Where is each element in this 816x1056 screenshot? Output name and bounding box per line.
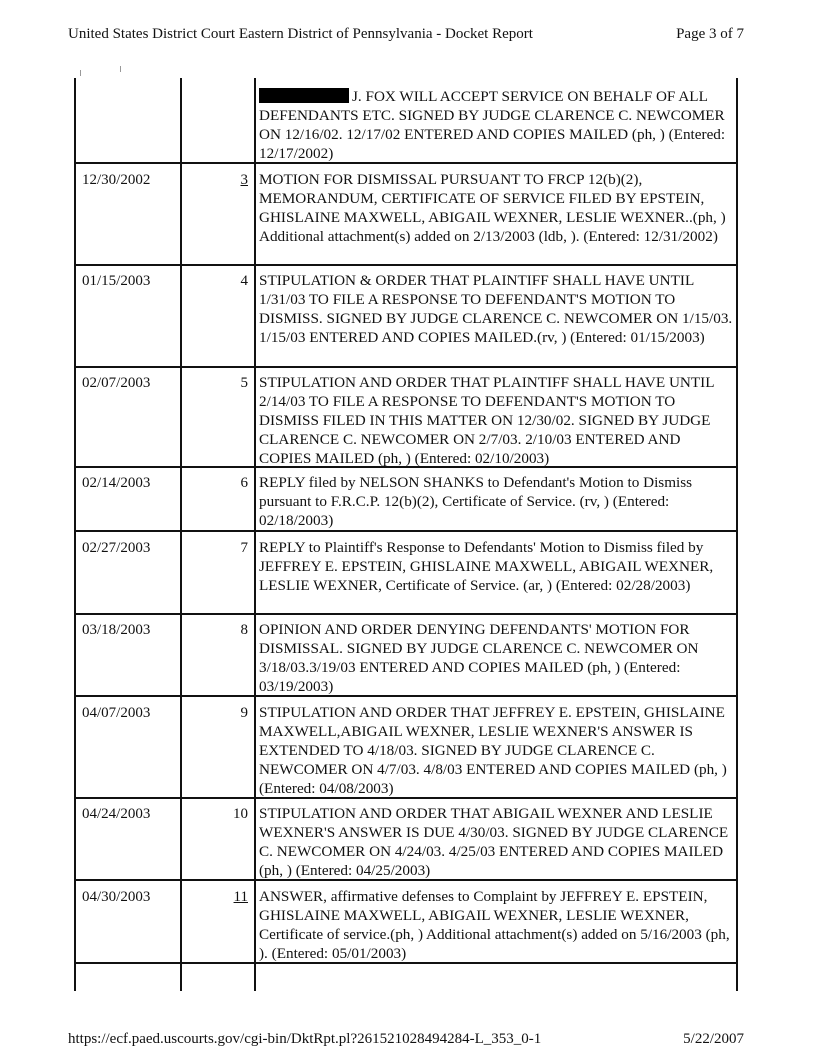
entry-date: 02/07/2003 <box>82 375 151 391</box>
column-divider-number <box>254 78 256 991</box>
entry-text: STIPULATION AND ORDER THAT JEFFREY E. EPSTEIN, GHISLAINE MAXWELL,ABIGAIL WEXNER, LESLIE WEXNER'S ANSWER IS EXTENDED TO 4/18/03. SIGNED BY JUDGE CLARENCE C. NEWCOMER ON 4/7/03. 4/8/03 ENTERED AND COPIES MAILED (ph, ) (Entered: 04/08/2003) <box>259 704 727 797</box>
page-number: Page 3 of 7 <box>676 26 744 42</box>
docket-url: https://ecf.paed.uscourts.gov/cgi-bin/DktRpt.pl?261521028494284-L_353_0-1 <box>68 1031 542 1047</box>
entry-date: 02/14/2003 <box>82 475 151 491</box>
scan-mark <box>80 70 81 76</box>
entry-date: 04/07/2003 <box>82 705 151 721</box>
entry-text: STIPULATION & ORDER THAT PLAINTIFF SHALL HAVE UNTIL 1/31/03 TO FILE A RESPONSE TO DEFENDANT'S MOTION TO DISMISS. SIGNED BY JUDGE CLARENCE C. NEWCOMER ON 1/15/03. 1/15/03 ENTERED AND COPIES MAILED.(rv, ) (Entered: 01/15/2003) <box>259 272 733 346</box>
entry-number: 4 <box>240 273 248 289</box>
entry-text: OPINION AND ORDER DENYING DEFENDANTS' MOTION FOR DISMISSAL. SIGNED BY JUDGE CLARENCE C. NEWCOMER ON 3/18/03.3/19/03 ENTERED AND COPIES MAILED (ph, ) (Entered: 03/19/2003) <box>259 621 699 695</box>
table-border-right <box>736 78 738 991</box>
entry-text: ANSWER, affirmative defenses to Complaint by JEFFREY E. EPSTEIN, GHISLAINE MAXWELL, ABIGAIL WEXNER, LESLIE WEXNER, Certificate of service.(ph, ) Additional attachment(s) added on 5/16/2003 (ph, ). (Entered: 05/01/2003) <box>259 888 730 962</box>
entry-text: MOTION FOR DISMISSAL PURSUANT TO FRCP 12(b)(2), MEMORANDUM, CERTIFICATE OF SERVICE FILED BY EPSTEIN, GHISLAINE MAXWELL, ABIGAIL WEXNER, LESLIE WEXNER..(ph, ) Additional attachment(s) added on 2/13/2003 (ldb, ). (Entered: 12/31/2002) <box>259 171 726 245</box>
entry-number: 6 <box>240 475 248 491</box>
entry-number: 7 <box>240 540 248 556</box>
entry-number: 10 <box>233 806 248 822</box>
row-divider <box>74 264 738 266</box>
entry-text: REPLY filed by NELSON SHANKS to Defendant's Motion to Dismiss pursuant to F.R.C.P. 12(b)(2), Certificate of Service. (rv, ) (Entered: 02/18/2003) <box>259 474 693 529</box>
row-divider <box>74 366 738 368</box>
entry-text: STIPULATION AND ORDER THAT ABIGAIL WEXNER AND LESLIE WEXNER'S ANSWER IS DUE 4/30/03. SIGNED BY JUDGE CLARENCE C. NEWCOMER ON 4/24/03. 4/25/03 ENTERED AND COPIES MAILED (ph, ) (Entered: 04/25/2003) <box>259 805 729 879</box>
continued-entry-text: J. FOX WILL ACCEPT SERVICE ON BEHALF OF ALL DEFENDANTS ETC. SIGNED BY JUDGE CLARENCE C. NEWCOMER ON 12/16/02. 12/17/02 ENTERED AND COPIES MAILED (ph, ) (Entered: 12/17/2002) <box>259 88 726 162</box>
scan-mark <box>120 66 121 72</box>
entry-date: 01/15/2003 <box>82 273 151 289</box>
entry-date: 04/30/2003 <box>82 889 151 905</box>
entry-text: REPLY to Plaintiff's Response to Defendants' Motion to Dismiss filed by JEFFREY E. EPSTEIN, GHISLAINE MAXWELL, ABIGAIL WEXNER, LESLIE WEXNER, Certificate of Service. (ar, ) (Entered: 02/28/2003) <box>259 539 714 594</box>
entry-date: 12/30/2002 <box>82 172 151 188</box>
entry-date: 03/18/2003 <box>82 622 151 638</box>
entry-number: 5 <box>240 375 248 391</box>
entry-date: 02/27/2003 <box>82 540 151 556</box>
entry-date: 04/24/2003 <box>82 806 151 822</box>
entry-number-link[interactable]: 11 <box>233 889 248 905</box>
redaction-bar <box>259 88 349 103</box>
row-divider <box>74 613 738 615</box>
entry-number: 9 <box>240 705 248 721</box>
entry-number: 8 <box>240 622 248 638</box>
column-divider-date <box>180 78 182 991</box>
entry-text: STIPULATION AND ORDER THAT PLAINTIFF SHALL HAVE UNTIL 2/14/03 TO FILE A RESPONSE TO DEFENDANT'S MOTION TO DISMISS FILED IN THIS MATTER ON 12/30/02. SIGNED BY JUDGE CLARENCE C. NEWCOMER ON 2/7/03. 2/10/03 ENTERED AND COPIES MAILED (ph, ) (Entered: 02/10/2003) <box>259 374 714 467</box>
table-border-left <box>74 78 76 991</box>
row-divider <box>74 530 738 532</box>
print-date: 5/22/2007 <box>683 1031 744 1047</box>
report-title: United States District Court Eastern District of Pennsylvania - Docket Report <box>68 26 533 42</box>
entry-number-link[interactable]: 3 <box>240 172 248 188</box>
